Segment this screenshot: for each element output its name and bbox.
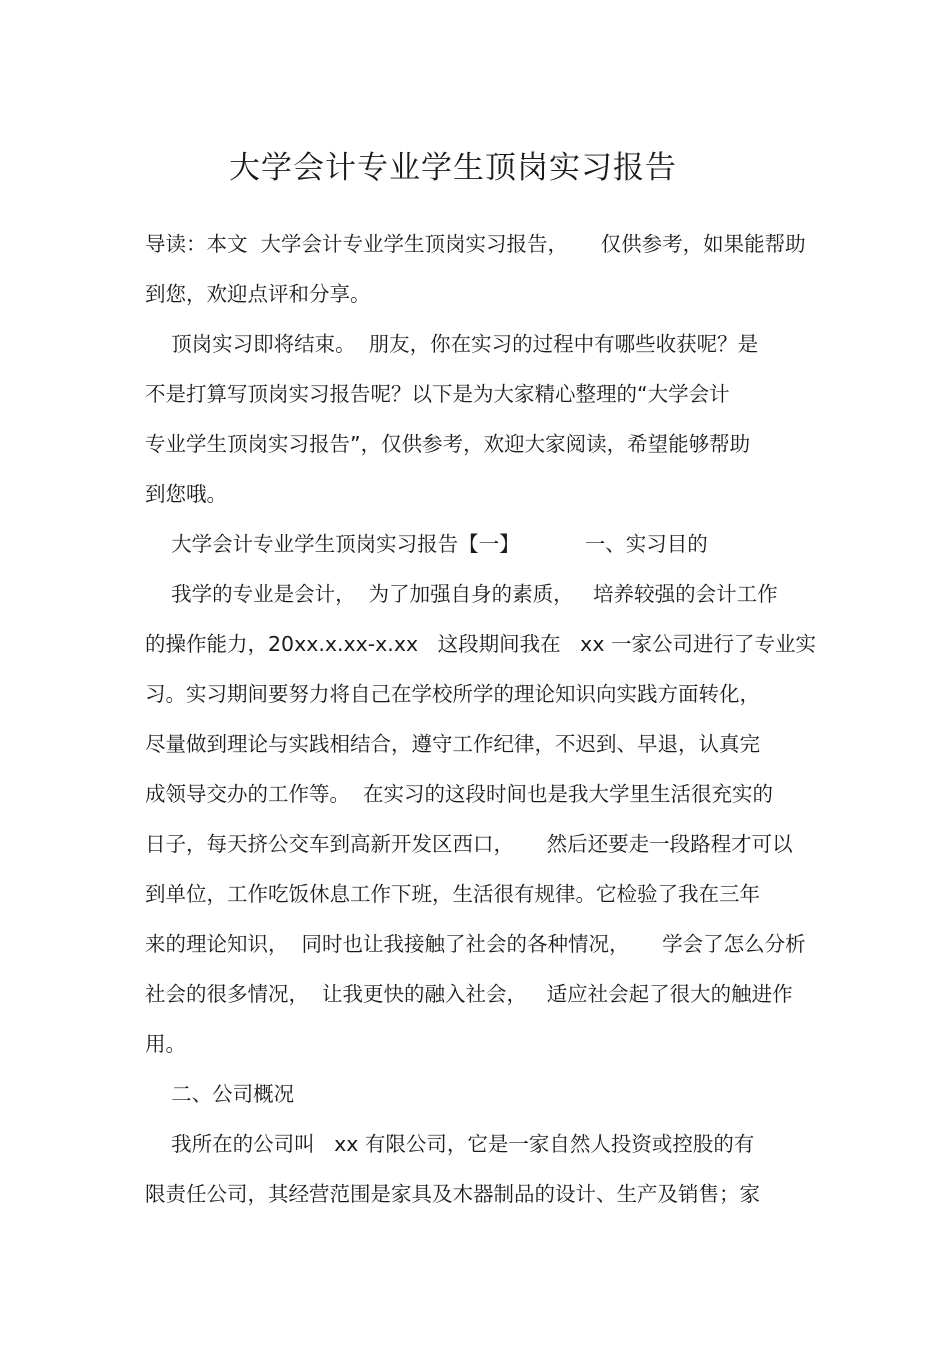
paragraph-line: 顶岗实习即将结束。 朋友，你在实习的过程中有哪些收获呢？是	[145, 332, 759, 356]
paragraph-line: 社会的很多情况， 让我更快的融入社会， 适应社会起了很大的触进作	[145, 982, 793, 1006]
paragraph-line: 到您哦。	[145, 482, 227, 506]
paragraph-line: 我学的专业是会计， 为了加强自身的素质， 培养较强的会计工作	[145, 582, 778, 606]
paragraph-line: 尽量做到理论与实践相结合，遵守工作纪律，不迟到、早退，认真完	[145, 732, 760, 756]
paragraph-line: 我所在的公司叫 xx 有限公司，它是一家自然人投资或控股的有	[145, 1132, 755, 1156]
paragraph-line: 到单位，工作吃饭休息工作下班，生活很有规律。它检验了我在三年	[145, 882, 760, 906]
paragraph-line: 日子，每天挤公交车到高新开发区西口， 然后还要走一段路程才可以	[145, 832, 793, 856]
paragraph-line: 的操作能力，20xx.x.xx-x.xx 这段期间我在 xx 一家公司进行了专业实	[145, 632, 816, 656]
document-title: 大学会计专业学生顶岗实习报告	[229, 150, 677, 186]
paragraph-line: 习。实习期间要努力将自己在学校所学的理论知识向实践方面转化，	[145, 682, 760, 706]
section-heading: 二、公司概况	[145, 1082, 295, 1106]
paragraph-line: 大学会计专业学生顶岗实习报告【一】 一、实习目的	[145, 532, 708, 556]
paragraph-line: 限责任公司，其经营范围是家具及木器制品的设计、生产及销售；家	[145, 1182, 760, 1206]
paragraph-line: 用。	[145, 1032, 186, 1056]
paragraph-line: 成领导交办的工作等。 在实习的这段时间也是我大学里生活很充实的	[145, 782, 774, 806]
paragraph-line: 到您，欢迎点评和分享。	[145, 282, 371, 306]
paragraph-line: 不是打算写顶岗实习报告呢？以下是为大家精心整理的“大学会计	[145, 382, 730, 406]
paragraph-line: 导读：本文 大学会计专业学生顶岗实习报告， 仅供参考，如果能帮助	[145, 232, 806, 256]
paragraph-line: 专业学生顶岗实习报告”，仅供参考，欢迎大家阅读，希望能够帮助	[145, 432, 751, 456]
paragraph-line: 来的理论知识， 同时也让我接触了社会的各种情况， 学会了怎么分析	[145, 932, 806, 956]
